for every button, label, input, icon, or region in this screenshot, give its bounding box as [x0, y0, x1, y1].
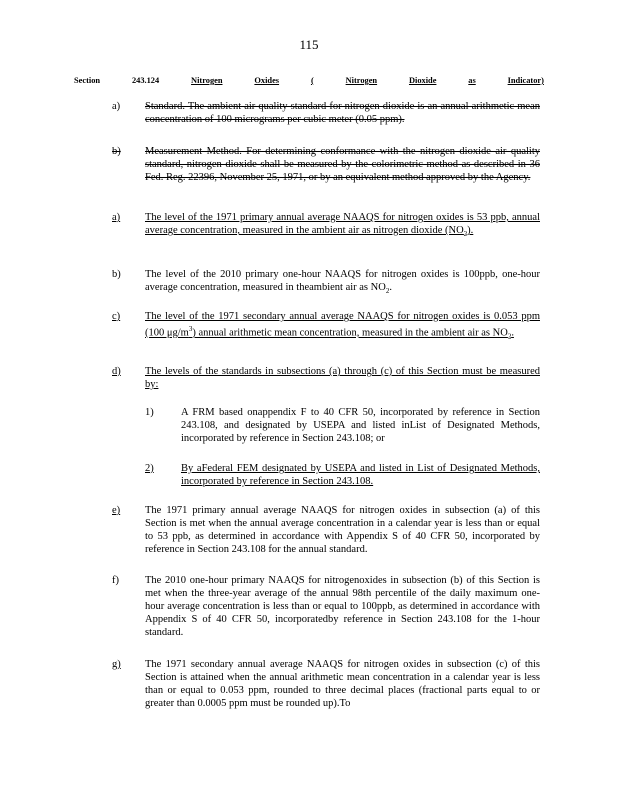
- section-heading: [74, 76, 544, 85]
- page-number: 115: [299, 37, 319, 52]
- paragraph-text: Measurement Method. For determining conformance with the nitrogen dioxide air quality standard, nitrogen dioxide shall be measured by the colorimetric method as described in 36 Fed. Reg. 22396, November 25, 1971, or by an equivalent method approved by the Agency.: [145, 146, 540, 184]
- section-word: Section: [74, 76, 101, 85]
- subitem-text: By aFederal FEM designated by USEPA and listed in List of Designated Methods, incorporated by reference in Section 243.108.: [181, 463, 540, 488]
- paragraph-label: f): [112, 575, 119, 586]
- paragraph-text: The level of the 1971 primary annual average NAAQS for nitrogen oxides is 53 ppb, annual average concentration, measured in the ambient air as nitrogen dioxide $(NO_2)$.: [145, 212, 540, 239]
- paragraph-label: g): [112, 659, 121, 670]
- heading-word: Oxides: [254, 76, 280, 85]
- subitem-label: 1): [145, 407, 154, 418]
- paragraph-text: The 1971 secondary annual average NAAQS for nitrogen oxides in subsection (c) of this Section is attained when the annual arithmetic mean concentration in a calendar year is less than or equal to 0.053 ppm, rounded to three decimal places (fractional parts equal to or greater than 0.0005 ppm must be rounded up).To: [145, 659, 540, 710]
- heading-word: as: [468, 76, 476, 85]
- paragraph-label: b): [112, 146, 121, 157]
- paragraph-text: The levels of the standards in subsections (a) through (c) of this Section must be measured by:: [145, 366, 540, 391]
- heading-word: Indicator): [507, 76, 544, 85]
- paragraph-label: e): [112, 505, 121, 516]
- heading-word: (: [310, 76, 314, 85]
- heading-word: Nitrogen: [191, 76, 223, 85]
- paragraph-label: a): [112, 212, 121, 223]
- paragraph-text: Standard. The ambient air quality standard for nitrogen dioxide is an annual arithmetic mean concentration of 100 micrograms per cubic meter (0.05 ppm).: [145, 101, 540, 126]
- paragraph-label: b): [112, 269, 121, 280]
- section-number: 243.124: [131, 76, 160, 85]
- subitem-label: 2): [145, 463, 154, 474]
- paragraph-label: c): [112, 311, 121, 322]
- paragraph-text: The level of the 2010 primary one-hour NAAQS for nitrogen oxides is 100ppb, one-hour average concentration, measured in theambient air as $NO_2$.: [145, 269, 540, 296]
- subitem-text: A FRM based onappendix F to 40 CFR 50, incorporated by reference in Section 243.108, and designated by USEPA and listed inList of Designated Methods, incorporated by reference in Section 243.108; or: [181, 407, 540, 445]
- paragraph-text: The 2010 one-hour primary NAAQS for nitrogenoxides in subsection (b) of this Section is met when the three-year average of the annual 98th percentile of the daily maximum one-hour average concentration is less than or equal to 100ppb, as determined in accordance with Appendix S of 40 CFR 50, incorporatedby reference in Section 243.108 for the 1-hour standard.: [145, 575, 540, 639]
- paragraph-label: d): [112, 366, 121, 377]
- paragraph-text: The 1971 primary annual average NAAQS for nitrogen oxides in subsection (a) of this Section is met when the annual average concentration in a calendar year is less than or equal to 53 ppb, as determined in accordance with Appendix S of 40 CFR 50, incorporated by reference in Section 243.108 for the annual standard.: [145, 505, 540, 556]
- paragraph-text: The level of the 1971 secondary annual average NAAQS for nitrogen oxides is 0.053 ppm (100 $\mu g/m^3$) annual arithmetic mean concentration, measured in the ambient air as $NO_2$.: [145, 311, 540, 341]
- paragraph-label: a): [112, 101, 121, 112]
- heading-word: Dioxide: [408, 76, 437, 85]
- heading-word: Nitrogen: [345, 76, 378, 85]
